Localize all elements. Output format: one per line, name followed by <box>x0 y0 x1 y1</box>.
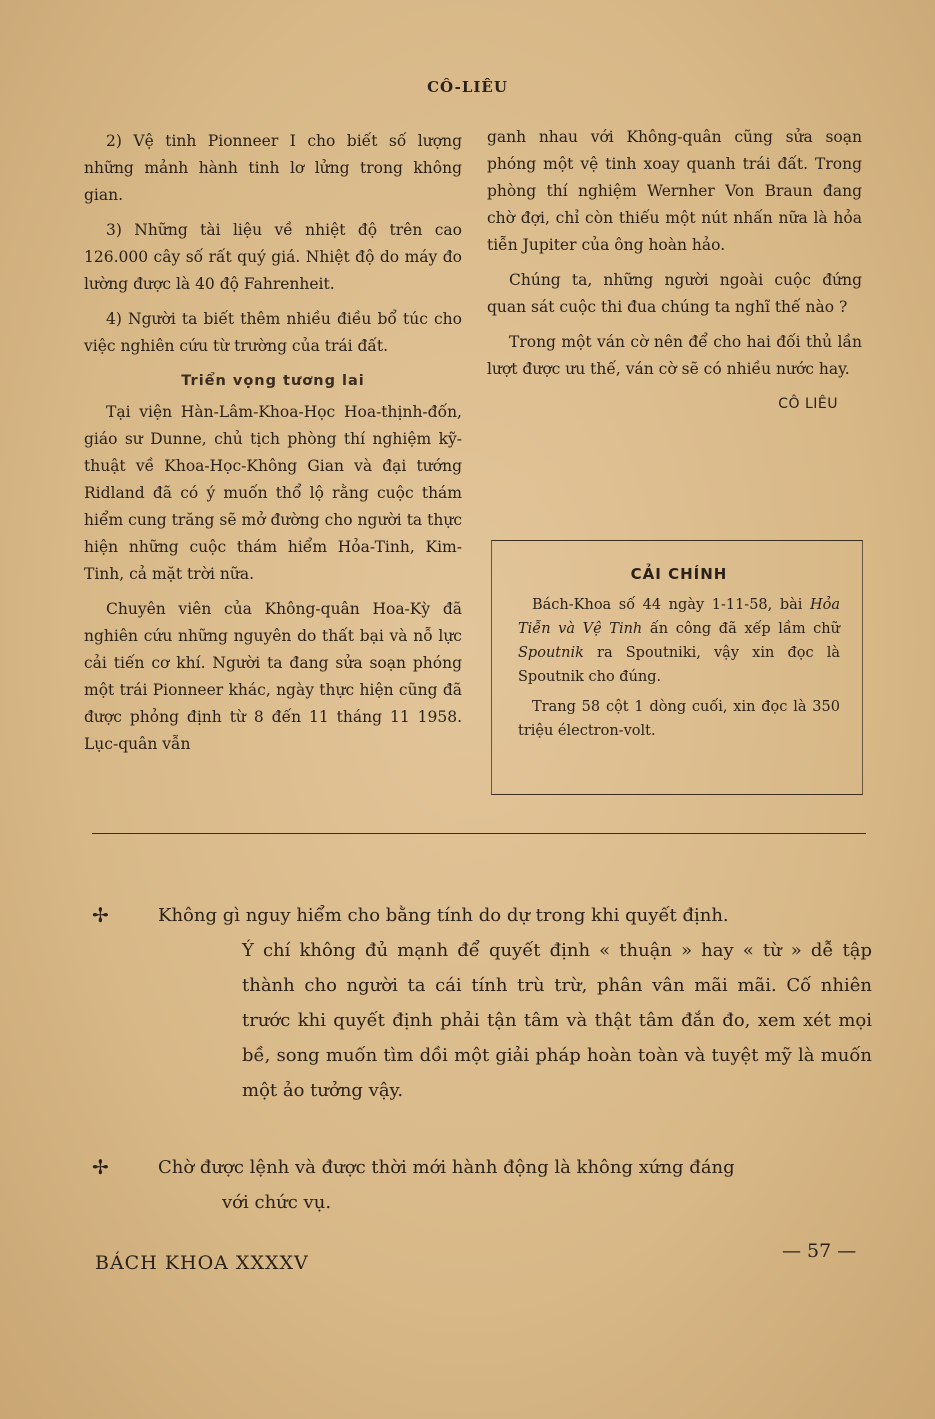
publication-name: BÁCH KHOA XXXXV <box>95 1252 309 1274</box>
maxim-2-first-line: Chờ được lệnh và được thời mới hành động là không xứng đáng <box>158 1157 735 1178</box>
correction-text-a: Bách-Khoa số 44 ngày 1-11-58, bài <box>532 597 810 613</box>
correction-text-c: ra Spoutniki, vậy xin đọc là Spoutnik cho đúng. <box>518 645 840 685</box>
running-head: CÔ-LIÊU <box>427 78 508 96</box>
left-paragraph-1: 2) Vệ tinh Pionneer I cho biết số lượng những mảnh hành tinh lơ lửng trong không gian. <box>84 132 462 204</box>
maxim-1-first-line: Không gì nguy hiểm cho bằng tính do dự trong khi quyết định. <box>158 905 729 926</box>
right-paragraph-1: ganh nhau với Không-quân cũng sửa soạn phóng một vệ tinh xoay quanh trái đất. Trong phòng thí nghiệm Wernher Von Braun đang chờ đợi, chỉ còn thiếu một nút nhấn nữa là hỏa tiễn Jupiter của ông hoàn hảo. <box>487 128 862 254</box>
maxim-2 <box>92 1150 872 1220</box>
maxim-1 <box>92 898 872 1108</box>
correction-text-b: ấn công đã xếp lầm chữ <box>642 621 840 637</box>
right-paragraph-2: Chúng ta, những người ngoài cuộc đứng quan sát cuộc thi đua chúng ta nghĩ thế nào ? <box>487 271 862 316</box>
misprinted-word: Spoutnik <box>518 645 584 661</box>
page-number: — 57 — <box>782 1240 857 1262</box>
section-divider <box>92 833 866 834</box>
left-paragraph-4: Tại viện Hàn-Lâm-Khoa-Học Hoa-thịnh-đốn, giáo sư Dunne, chủ tịch phòng thí nghiệm kỹ-thuật về Khoa-Học-Không Gian và đại tướng Ridland đã có ý muốn thổ lộ rằng cuộc thám hiểm cung trăng sẽ mở đường cho người ta thực hiện những cuộc thám hiểm Hỏa-Tinh, Kim-Tinh, cả mặt trời nữa. <box>84 403 462 583</box>
left-column <box>84 128 462 766</box>
left-paragraph-2: 3) Những tài liệu về nhiệt độ trên cao 126.000 cây số rất quý giá. Nhiệt độ do máy đo lường được là 40 độ Fahrenheit. <box>84 221 462 293</box>
maxim-2-body: với chức vụ. <box>222 1192 332 1213</box>
right-paragraph-3: Trong một ván cờ nên để cho hai đối thủ lần lượt được ưu thế, ván cờ sẽ có nhiều nước hay. <box>487 333 862 378</box>
section-subheading: Triển vọng tương lai <box>181 373 365 389</box>
correction-box <box>491 540 863 795</box>
asterism-icon: ✢ <box>92 1155 109 1179</box>
author-signature: CÔ LIÊU <box>778 396 838 412</box>
correction-title: CẢI CHÍNH <box>630 565 728 583</box>
asterism-icon: ✢ <box>92 903 109 927</box>
maxim-1-body: Ý chí không đủ mạnh để quyết định « thuận » hay « từ » dễ tập thành cho người ta cái tính trù trừ, phân vân mãi mãi. Cố nhiên trước khi quyết định phải tận tâm và thật tâm đắn đo, xem xét mọi bề, song muốn tìm dồi một giải pháp hoàn toàn và tuyệt mỹ là muốn một ảo tưởng vậy. <box>242 940 872 1101</box>
right-column <box>487 124 862 418</box>
left-paragraph-3: 4) Người ta biết thêm nhiều điều bổ túc cho việc nghiên cứu từ trường của trái đất. <box>84 310 462 355</box>
article-title: Hỏa Tiễn và Vệ Tinh <box>518 597 840 637</box>
correction-paragraph-1 <box>518 593 840 689</box>
left-paragraph-5: Chuyên viên của Không-quân Hoa-Kỳ đã nghiên cứu những nguyên do thất bại và nỗ lực cải tiến cơ khí. Người ta đang sửa soạn phóng một trái Pionneer khác, ngày thực hiện cũng đã được phỏng định từ 8 đến 11 tháng 11 1958. Lục-quân vẫn <box>84 600 462 753</box>
correction-paragraph-2: Trang 58 cột 1 dòng cuối, xin đọc là 350 triệu électron-volt. <box>518 699 840 739</box>
